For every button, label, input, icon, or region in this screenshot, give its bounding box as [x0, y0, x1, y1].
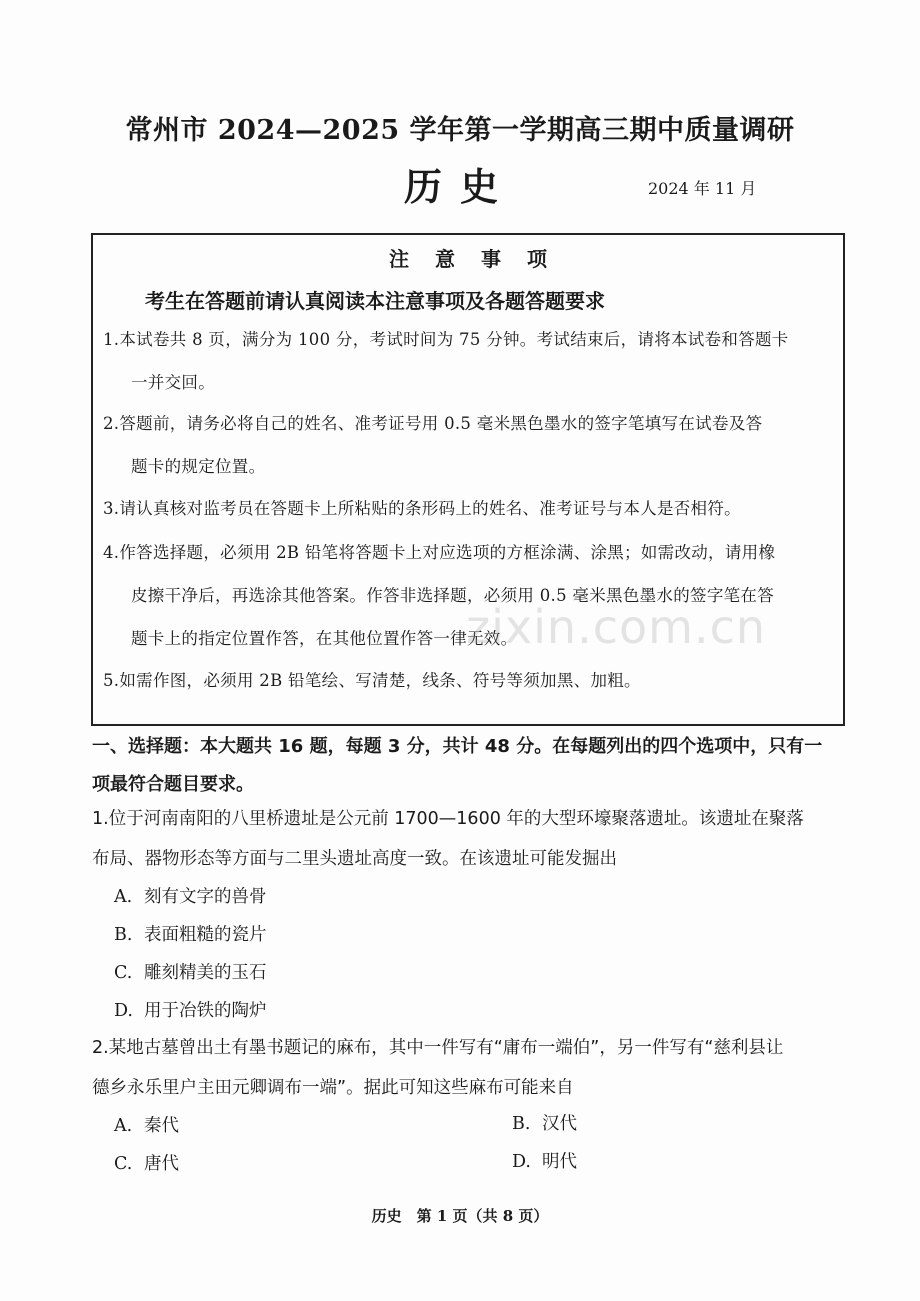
option-text: 唐代: [144, 1154, 179, 1174]
question-2-option-a: [114, 1112, 179, 1137]
notice-item-3: [103, 487, 839, 530]
section-heading-line: 一、选择题：本大题共 16 题，每题 3 分，共计 48 分。在每题列出的四个选项中，只有一: [92, 736, 823, 757]
option-text: 表面粗糙的瓷片: [144, 925, 267, 945]
notice-item-line: 4.作答选择题，必须用 2B 铅笔将答题卡上对应选项的方框涂满、涂黑；如需改动，请用橡: [103, 543, 776, 562]
notice-subheading: 考生在答题前请认真阅读本注意事项及各题答题要求: [145, 289, 605, 313]
option-letter: B.: [114, 925, 133, 945]
notice-item-line: 一并交回。: [131, 373, 215, 392]
option-letter: D.: [114, 1001, 133, 1021]
question-line: 1.位于河南南阳的八里桥遗址是公元前 1700—1600 年的大型环壕聚落遗址。该遗址在聚落: [92, 809, 804, 829]
notice-heading: 注意事项: [389, 247, 573, 271]
question-2-option-c: [114, 1150, 179, 1175]
notice-item-1: [103, 318, 839, 404]
notice-item-line: 题卡上的指定位置作答，在其他位置作答一律无效。: [131, 629, 518, 648]
option-letter: A.: [114, 1116, 133, 1136]
question-1-option-b: [114, 921, 267, 946]
question-2-option-b: [512, 1110, 577, 1135]
section-heading: [92, 728, 852, 804]
exam-title: 常州市 2024—2025 学年第一学期高三期中质量调研: [125, 115, 795, 146]
option-text: 用于冶铁的陶炉: [144, 1001, 267, 1021]
option-text: 雕刻精美的玉石: [144, 963, 267, 983]
notice-item-line: 皮擦干净后，再选涂其他答案。作答非选择题，必须用 0.5 毫米黑色墨水的签字笔在答: [131, 586, 775, 605]
option-text: 汉代: [542, 1114, 577, 1134]
page-footer: 历史 第 1 页（共 8 页）: [371, 1207, 549, 1225]
notice-item-line: 3.请认真核对监考员在答题卡上所粘贴的条形码上的姓名、准考证号与本人是否相符。: [103, 499, 741, 518]
question-line: 2.某地古墓曾出土有墨书题记的麻布，其中一件写有“庸布一端伯”，另一件写有“慈利县让: [92, 1038, 784, 1058]
notice-item-line: 2.答题前，请务必将自己的姓名、准考证号用 0.5 毫米黑色墨水的签字笔填写在试卷及答: [103, 414, 763, 433]
option-letter: C.: [114, 1154, 133, 1174]
question-2-stem: [92, 1028, 860, 1108]
option-text: 刻有文字的兽骨: [144, 887, 267, 907]
option-letter: B.: [512, 1114, 531, 1134]
notice-item-line: 题卡的规定位置。: [131, 457, 266, 476]
question-1-option-d: [114, 997, 267, 1022]
notice-item-line: 1.本试卷共 8 页，满分为 100 分，考试时间为 75 分钟。考试结束后，请将本试卷和答题卡: [103, 330, 789, 349]
question-line: 德乡永乐里户主田元卿调布一端”。据此可知这些麻布可能来自: [92, 1078, 574, 1098]
option-letter: C.: [114, 963, 133, 983]
question-1-option-c: [114, 959, 267, 984]
notice-item-line: 5.如需作图，必须用 2B 铅笔绘、写清楚，线条、符号等须加黑、加粗。: [103, 671, 641, 690]
notice-item-2: [103, 402, 839, 488]
subject-title: 历史: [404, 164, 517, 209]
question-1-option-a: [114, 883, 267, 908]
question-2-option-d: [512, 1148, 577, 1173]
question-1-stem: [92, 799, 860, 879]
section-heading-line: 项最符合题目要求。: [92, 774, 254, 795]
watermark: zixin.com.cn: [466, 600, 767, 654]
exam-date: 2024 年 11 月: [648, 179, 757, 198]
notice-item-5: [103, 659, 839, 702]
option-text: 明代: [542, 1152, 577, 1172]
option-letter: D.: [512, 1152, 531, 1172]
option-letter: A.: [114, 887, 133, 907]
question-line: 布局、器物形态等方面与二里头遗址高度一致。在该遗址可能发掘出: [92, 849, 617, 869]
option-text: 秦代: [144, 1116, 179, 1136]
